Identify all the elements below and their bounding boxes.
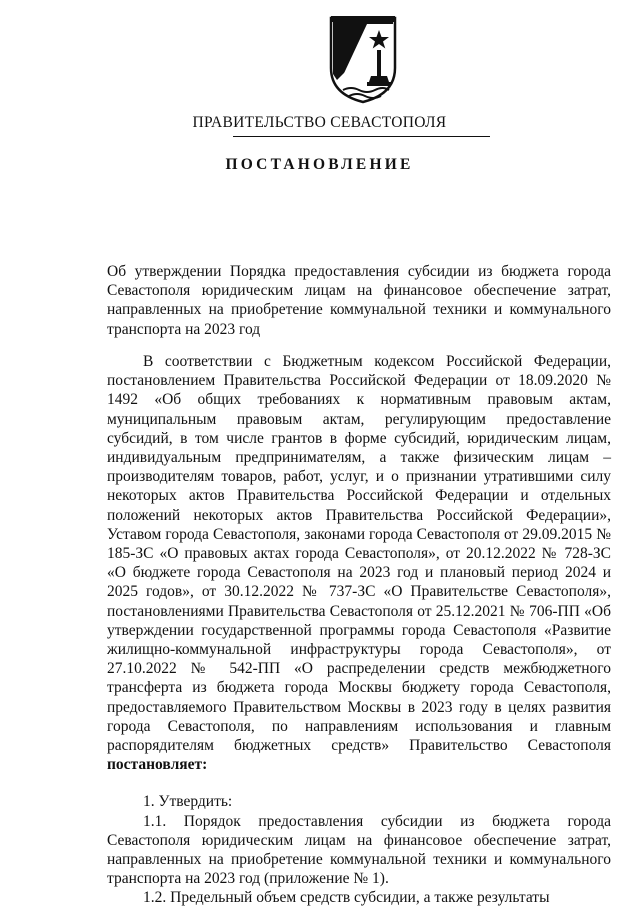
- preamble-paragraph: [107, 352, 611, 774]
- item-1-1: 1.1. Порядок предоставления субсидии из бюджета города Севастополя юридическим лицам на финансовое обеспечение затрат, направленных на приобретение коммунальной техники и коммунального транспорта на 2023 год (приложение № 1).: [107, 812, 611, 888]
- coat-of-arms-icon: [327, 10, 399, 104]
- decree-word: постановляет:: [107, 756, 208, 774]
- authority-underline: [233, 136, 490, 137]
- document-body: [107, 352, 611, 908]
- document-subject: Об утверждении Порядка предоставления субсидии из бюджета города Севастополя юридическим лицам на финансовое обеспечение затрат, направленных на приобретение коммунальной техники и коммунального транспорта на 2023 год: [107, 263, 611, 338]
- document-type: ПОСТАНОВЛЕНИЕ: [225, 156, 414, 173]
- preamble-text: В соответствии с Бюджетным кодексом Российской Федерации, постановлением Правительства Российской Федерации от 18.09.2020 № 1492 «Об общих требованиях к нормативным правовым актам, муниципальным правовым актам, регулирующим предоставление субсидий, в том числе грантов в форме субсидий, юридическим лицам, индивидуальным предпринимателям, а также физическим лицам – производителям товаров, работ, услуг, и о признании утратившими силу некоторых актов Правительства Российской Федерации и отдельных положений некоторых актов Правительства Российской Федерации», Уставом города Севастополя, законами города Севастополя от 29.09.2015 № 185-ЗС «О правовых актах города Севастополя», от 20.12.2022 № 728-ЗС «О бюджете города Севастополя на 2023 год и плановый период 2024 и 2025 годов», от 30.12.2022 № 737-ЗС «О Правительстве Севастополя», постановлениями Правительства Севастополя от 25.12.2021 № 706-ПП «Об утверждении государственной программы города Севастополя «Развитие жилищно-коммунальной инфраструктуры города Севастополя», от 27.10.2022 № 542-ПП «О распределении средств межбюджетного трансферта из бюджета города Москвы бюджету города Севастополя, предоставляемого Правительством Москвы в 2023 году в целях развития города Севастополя, по направлениям использования и главным распорядителям бюджетных средств» Правительство Севастополя: [107, 353, 611, 755]
- authority-name: ПРАВИТЕЛЬСТВО СЕВАСТОПОЛЯ: [192, 114, 447, 131]
- item-1: 1. Утвердить:: [143, 793, 233, 811]
- item-1-2: 1.2. Предельный объем средств субсидии, а также результаты: [143, 889, 550, 907]
